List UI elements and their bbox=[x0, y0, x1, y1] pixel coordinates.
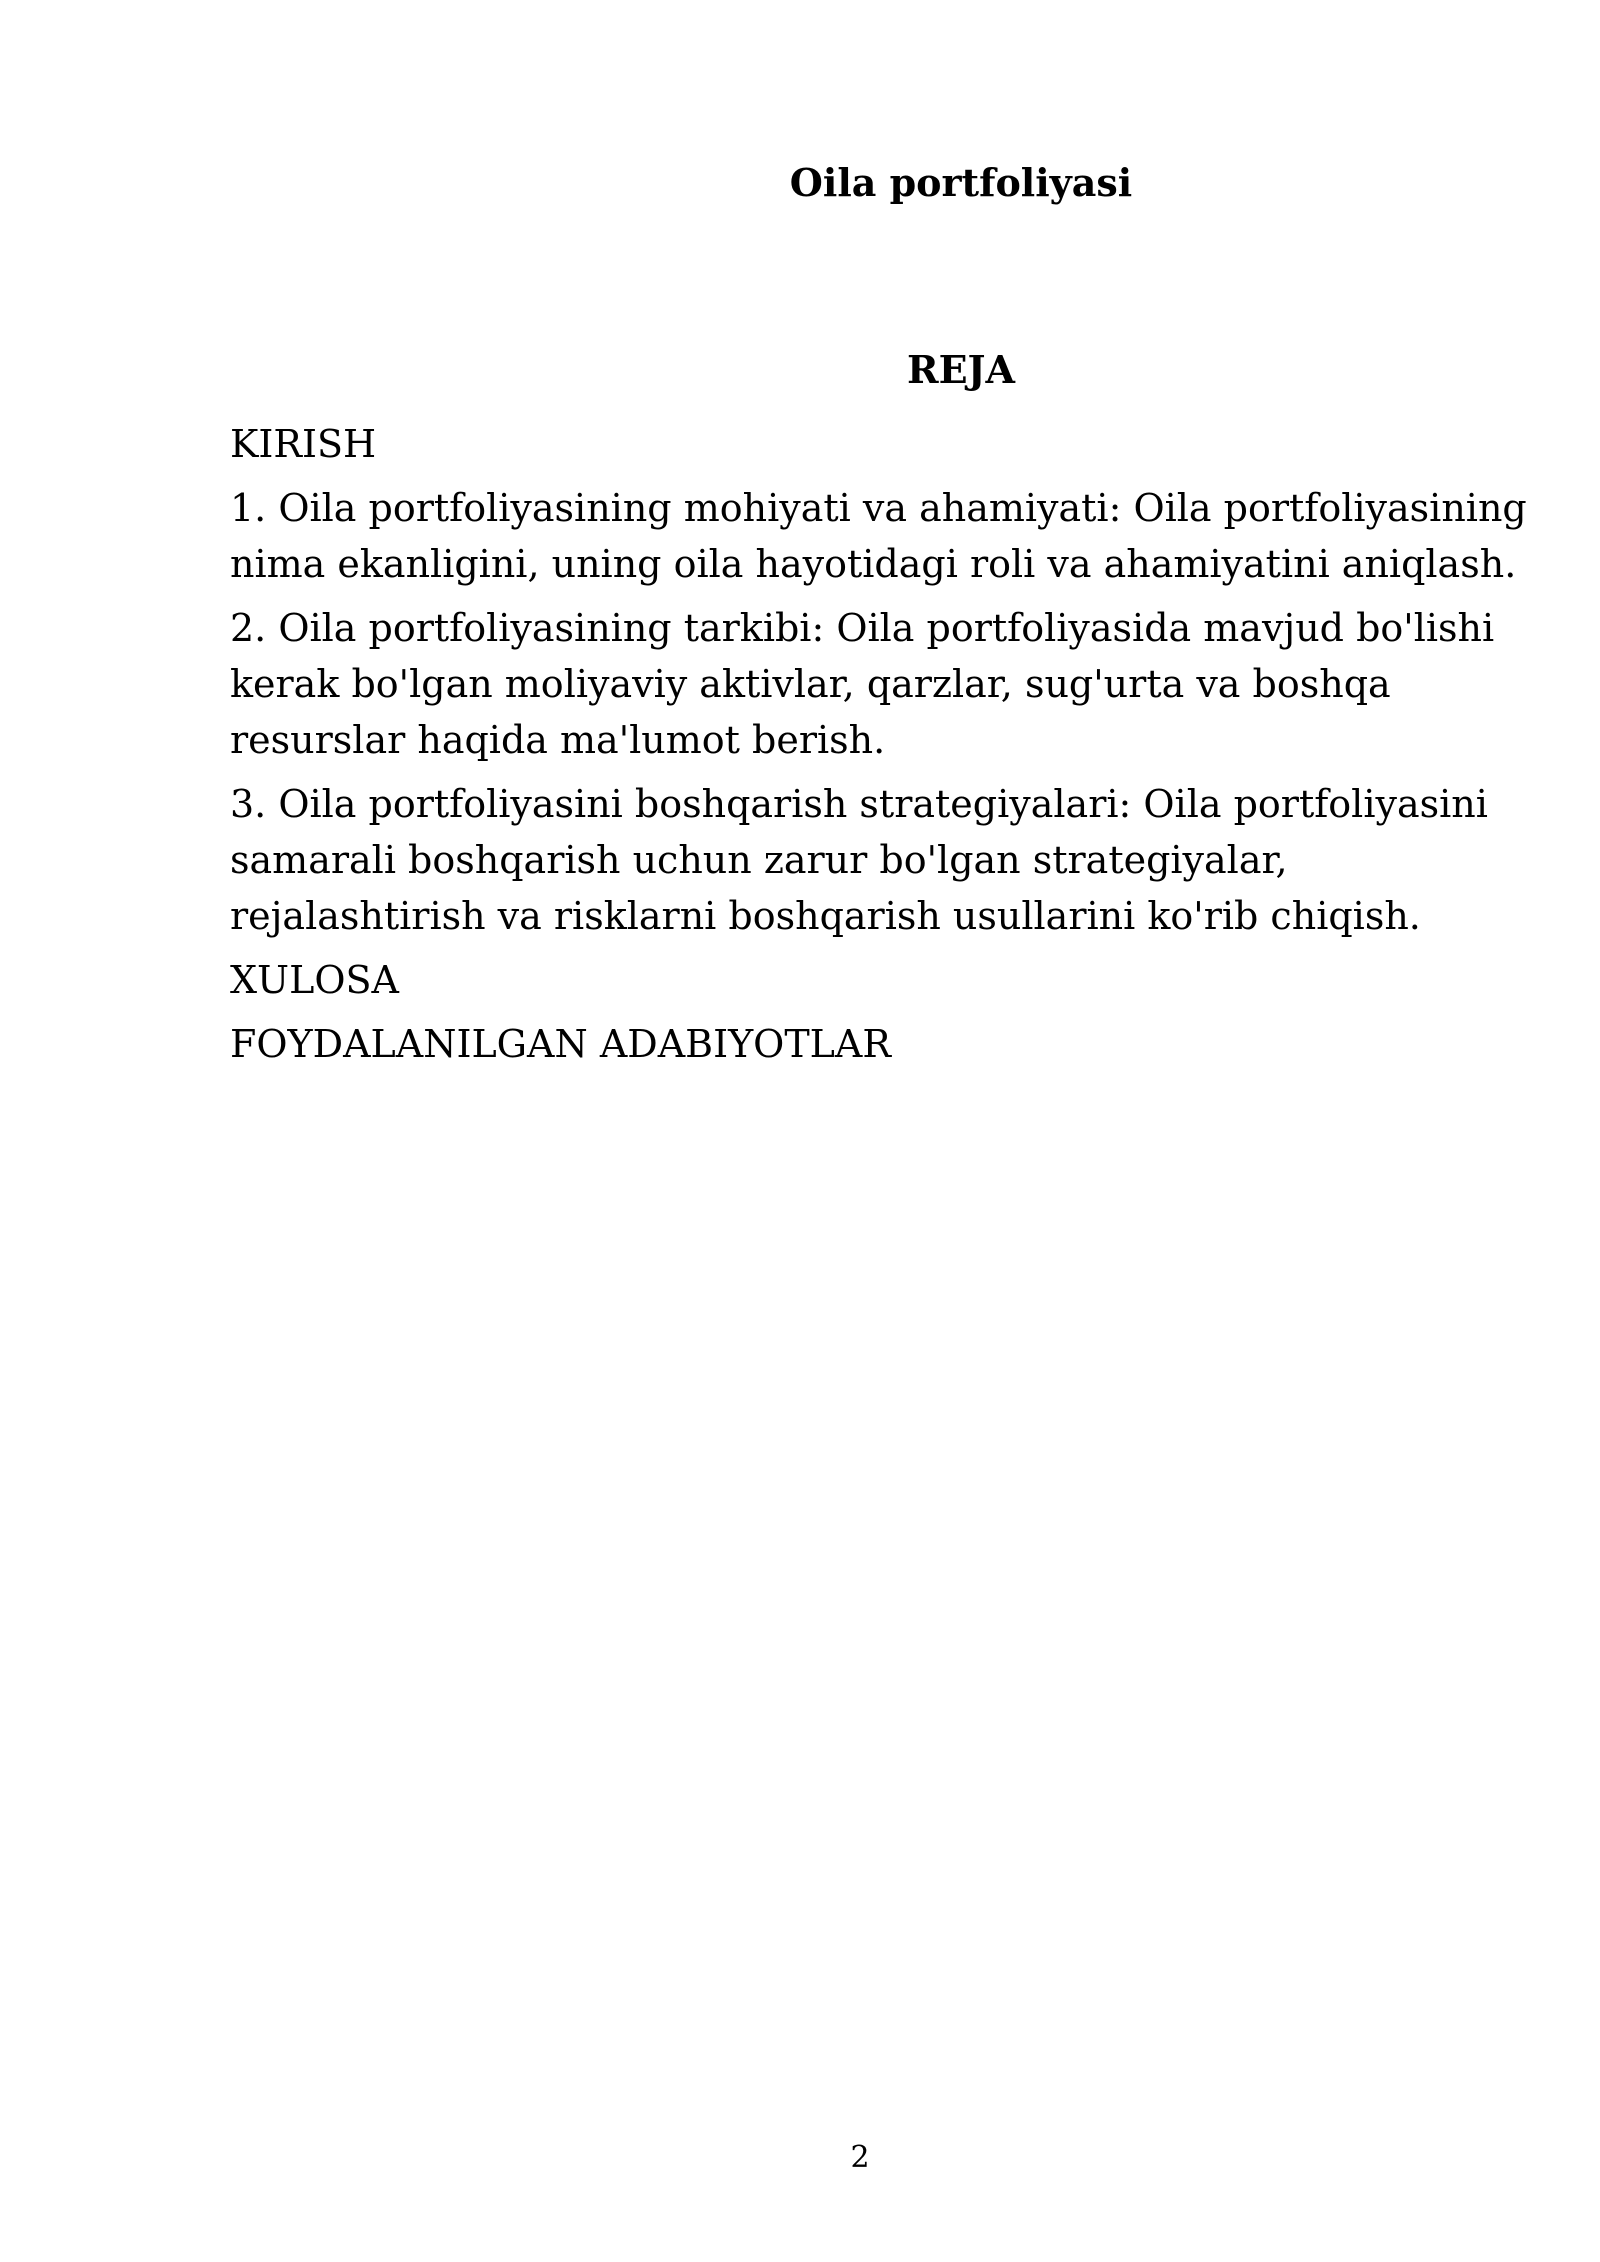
plan-heading-container bbox=[230, 345, 1492, 395]
plan-item-1: 1. Oila portfoliyasining mohiyati va ahamiyati: Oila portfoliyasining nima ekanligini, uning oila hayotidagi roli va ahamiyatini aniqlash. bbox=[230, 486, 1527, 586]
plan-item-3: 3. Oila portfoliyasini boshqarish strategiyalari: Oila portfoliyasini samarali boshqarish uchun zarur bo'lgan strategiyalar, rejalashtirish va risklarni boshqarish usullarini ko'rib chiqish. bbox=[230, 782, 1488, 938]
plan-item-conclusion: XULOSA bbox=[230, 958, 399, 1002]
plan-item-references: FOYDALANILGAN ADABIYOTLAR bbox=[230, 1022, 891, 1066]
page-number: 2 bbox=[850, 2140, 870, 2175]
plan-list bbox=[230, 416, 1530, 1080]
plan-item-2: 2. Oila portfoliyasining tarkibi: Oila portfoliyasida mavjud bo'lishi kerak bo'lgan moliyaviy aktivlar, qarzlar, sug'urta va boshqa resurslar haqida ma'lumot berish. bbox=[230, 606, 1495, 762]
plan-item-introduction: KIRISH bbox=[230, 422, 377, 466]
page-title-container bbox=[230, 158, 1492, 208]
plan-heading: REJA bbox=[906, 347, 1015, 392]
page-title: Oila portfoliyasi bbox=[789, 160, 1133, 205]
